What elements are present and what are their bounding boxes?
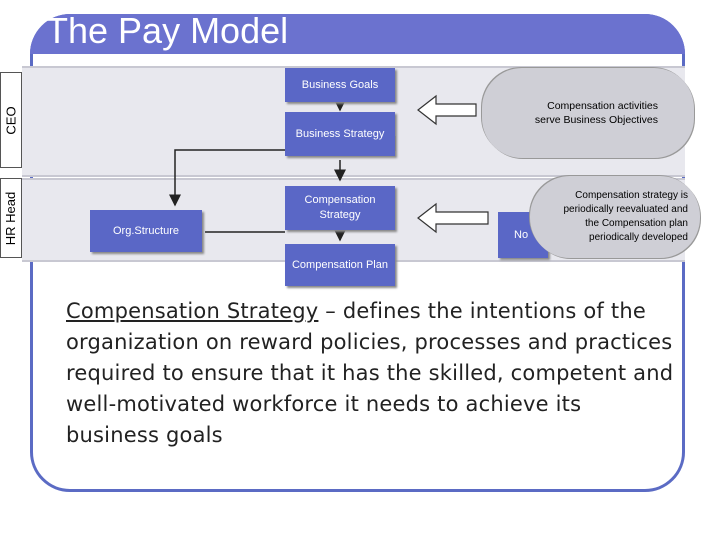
- business-strategy-box: Business Strategy: [285, 112, 395, 156]
- ceo-note-cloud: [482, 68, 694, 158]
- hr-note-cloud: [530, 176, 700, 258]
- partial-box: No: [498, 212, 548, 258]
- hr-head-lane-label: HR Head: [0, 178, 22, 258]
- hr-note-text: Compensation strategy is periodically reevaluated and the Compensation plan periodically developed: [563, 190, 688, 243]
- description-term: Compensation Strategy: [66, 299, 319, 323]
- org-structure-box: Org.Structure: [90, 210, 202, 252]
- ceo-block-arrow: [418, 96, 476, 124]
- description-text: – defines the intentions of the organization on reward policies, processes and practices required to ensure that it has the skilled, competent and well-motivated workforce it needs to achieve its business goals: [66, 299, 674, 447]
- hr-block-arrow: [418, 204, 488, 232]
- compensation-strategy-box: Compensation Strategy: [285, 186, 395, 230]
- compensation-plan-box: Compensation Plan: [285, 244, 395, 286]
- description: [66, 296, 681, 451]
- ceo-note-text: Compensation activities serve Business Objectives: [534, 100, 658, 126]
- business-goals-box: Business Goals: [285, 68, 395, 102]
- ceo-lane-label: CEO: [0, 72, 22, 168]
- slide-title: The Pay Model: [46, 10, 289, 51]
